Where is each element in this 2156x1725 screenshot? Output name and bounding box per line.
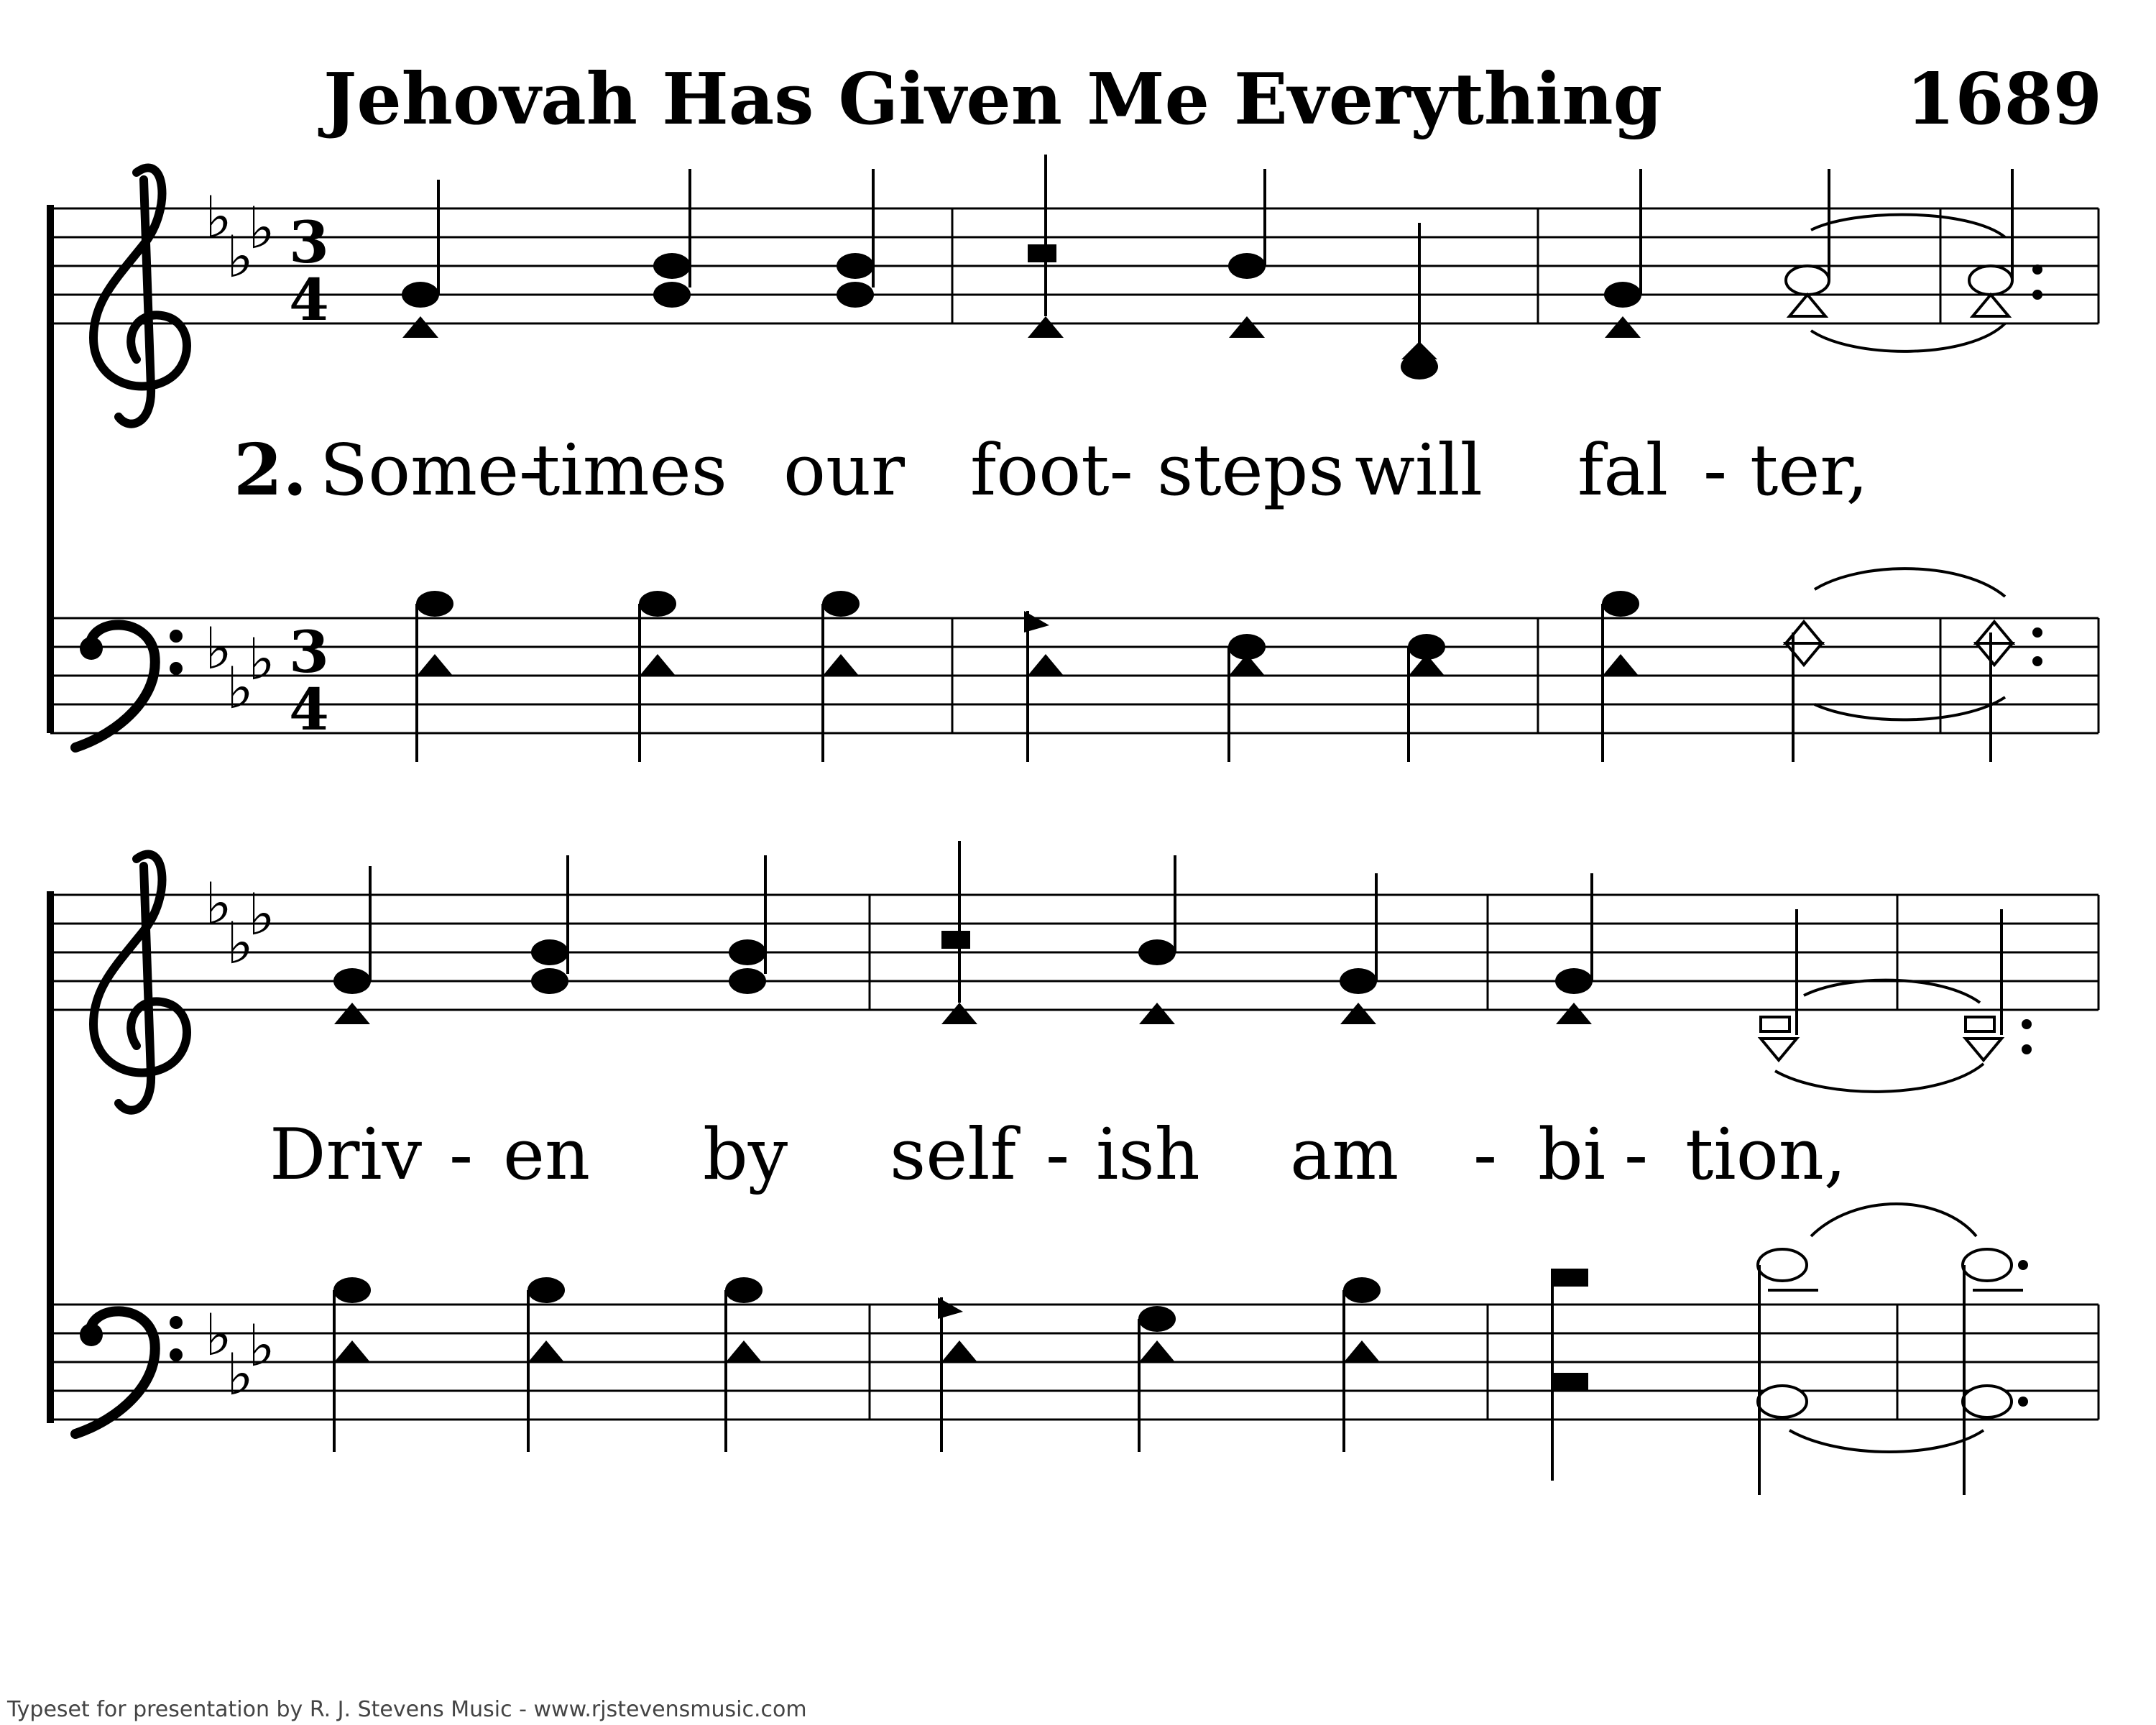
treble-clef-icon — [93, 167, 187, 423]
lyric-syllable: tion, — [1685, 1114, 1846, 1196]
flat-icon — [205, 1302, 275, 1408]
svg-text:♭: ♭ — [226, 1341, 254, 1408]
flat-icon — [205, 870, 275, 977]
lyric-syllable: en — [503, 1114, 591, 1196]
lyric-syllable: - — [1703, 430, 1728, 512]
svg-text:♭: ♭ — [226, 910, 254, 977]
svg-text:♭: ♭ — [205, 870, 232, 937]
svg-text:♭: ♭ — [248, 881, 275, 948]
time-signature-bottom: 4 — [289, 676, 329, 743]
tie — [1804, 980, 1980, 1003]
lyric-syllable: - — [1046, 1114, 1070, 1196]
note — [1401, 223, 1438, 380]
lyrics-line-2 — [270, 1114, 1846, 1196]
lyric-syllable: - — [449, 1114, 474, 1196]
note — [1024, 611, 1064, 762]
tie — [1775, 1064, 1984, 1092]
treble-clef-icon — [93, 854, 187, 1110]
note — [1604, 169, 1641, 338]
lyric-syllable: fal — [1577, 430, 1669, 512]
flat-icon — [205, 184, 275, 290]
lyrics-line-1 — [234, 429, 1869, 512]
lyric-syllable: by — [703, 1114, 788, 1196]
lyric-syllable: our — [783, 430, 905, 512]
time-signature-top: 3 — [289, 618, 329, 686]
lyric-syllable: Driv — [270, 1114, 423, 1196]
lyric-syllable: - — [1473, 1114, 1498, 1196]
svg-text:♭: ♭ — [226, 224, 254, 290]
lyric-syllable: bi — [1538, 1114, 1606, 1196]
hymn-title: Jehovah Has Given Me Everything — [323, 58, 1663, 141]
tie — [1811, 1204, 1976, 1236]
system-1 — [50, 155, 2099, 762]
svg-text:♭: ♭ — [205, 184, 232, 251]
time-signature-top: 3 — [289, 208, 329, 276]
verse-number: 2. — [234, 429, 308, 512]
note — [725, 1277, 763, 1452]
svg-text:♭: ♭ — [248, 1312, 275, 1379]
note — [1761, 909, 1797, 1060]
hymn-number: 1689 — [1906, 58, 2102, 141]
tie — [1811, 215, 2005, 237]
lyric-syllable: - — [1624, 1114, 1649, 1196]
svg-text:♭: ♭ — [248, 195, 275, 262]
time-signature-bottom: 4 — [289, 266, 329, 334]
lyric-syllable: steps — [1157, 430, 1345, 512]
tie — [1789, 1430, 1984, 1452]
note — [528, 1277, 565, 1452]
svg-text:♭: ♭ — [205, 1302, 232, 1368]
footer-credit: Typeset for presentation by R. J. Stevens Music - www.rjstevensmusic.com — [7, 1697, 807, 1722]
note — [1408, 634, 1445, 762]
system-2 — [50, 841, 2099, 1495]
note — [1028, 155, 1064, 338]
tie — [1815, 697, 2005, 719]
svg-text:♭: ♭ — [226, 655, 254, 722]
tie — [1811, 323, 2005, 351]
note — [1138, 855, 1176, 1024]
lyric-syllable: will — [1355, 430, 1483, 512]
note — [938, 1297, 977, 1452]
note — [1758, 1249, 1818, 1495]
note — [1786, 622, 1822, 762]
flat-icon — [205, 615, 275, 722]
bass-clef-icon — [75, 1311, 183, 1434]
note — [1963, 1249, 2028, 1495]
note — [1228, 169, 1266, 338]
note — [1966, 909, 2032, 1060]
bass-clef-icon — [75, 625, 183, 748]
note — [1976, 622, 2042, 762]
note — [333, 866, 371, 1024]
note — [333, 1277, 371, 1452]
note — [1138, 1306, 1176, 1452]
lyric-syllable: Some- — [320, 430, 543, 512]
note — [941, 841, 977, 1024]
treble-staff — [50, 208, 2099, 323]
lyric-syllable: am — [1290, 1114, 1399, 1196]
note — [402, 180, 439, 338]
tie — [1815, 569, 2005, 597]
lyric-syllable: ish — [1096, 1114, 1200, 1196]
svg-text:♭: ♭ — [205, 615, 232, 682]
lyric-syllable: times — [532, 430, 727, 512]
lyric-syllable: self — [890, 1114, 1016, 1196]
lyric-syllable: foot- — [970, 430, 1133, 512]
lyric-syllable: ter, — [1750, 430, 1869, 512]
note — [1552, 1269, 1588, 1481]
note — [1228, 634, 1266, 762]
svg-text:♭: ♭ — [248, 626, 275, 693]
note — [1343, 1277, 1381, 1452]
